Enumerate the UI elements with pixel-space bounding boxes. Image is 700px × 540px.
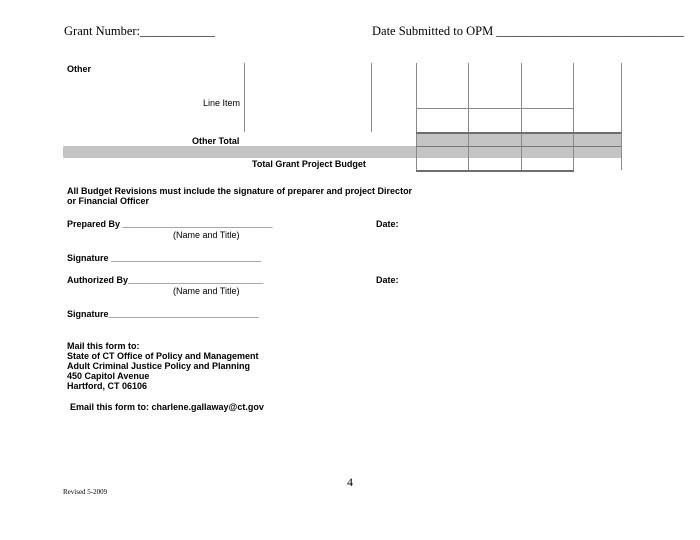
authorized-by-field[interactable]: Authorized By___________________________	[67, 275, 264, 285]
page-number: 4	[347, 475, 353, 489]
mail-line: Adult Criminal Justice Policy and Planning	[67, 361, 251, 371]
total-cell-2[interactable]	[469, 158, 521, 170]
signature-field-1[interactable]: Signature ______________________________	[67, 253, 262, 263]
other-total-band	[416, 133, 621, 146]
prepared-by-caption: (Name and Title)	[173, 230, 240, 240]
grid-line	[371, 63, 372, 132]
grid-line	[244, 63, 245, 132]
email-instruction: Email this form to: charlene.gallaway@ct.gov	[70, 402, 264, 412]
grant-number-field[interactable]: Grant Number:____________	[64, 24, 216, 38]
prepared-by-field[interactable]: Prepared By ______________________________	[67, 219, 273, 229]
grid-line	[416, 170, 574, 172]
section-label-other: Other	[67, 64, 92, 74]
total-cell-3[interactable]	[522, 158, 573, 170]
line-item-cell-2[interactable]	[469, 109, 521, 132]
mail-line: Mail this form to:	[67, 341, 140, 351]
total-cell-1[interactable]	[417, 158, 468, 170]
grid-line	[573, 63, 574, 171]
total-grant-label: Total Grant Project Budget	[252, 159, 366, 169]
mail-line: State of CT Office of Policy and Management	[67, 351, 259, 361]
mail-line: Hartford, CT 06106	[67, 381, 148, 391]
date-submitted-field[interactable]: Date Submitted to OPM ______________________________	[372, 24, 684, 38]
other-total-label: Other Total	[192, 136, 240, 146]
notice-line: or Financial Officer	[67, 196, 150, 206]
grid-line	[416, 146, 621, 147]
authorized-by-caption: (Name and Title)	[173, 286, 240, 296]
line-item-cell-3[interactable]	[522, 109, 573, 132]
mail-line: 450 Capitol Avenue	[67, 371, 150, 381]
line-item-cell-1[interactable]	[417, 109, 468, 132]
notice-line: All Budget Revisions must include the signature of preparer and project Director	[67, 186, 413, 196]
authorized-date-field[interactable]: Date:	[376, 275, 399, 285]
mailing-address	[67, 341, 259, 391]
total-band	[63, 146, 621, 158]
grid-line	[416, 132, 621, 134]
signature-field-2[interactable]: Signature______________________________	[67, 309, 259, 319]
revision-notice	[67, 186, 412, 206]
prepared-date-field[interactable]: Date:	[376, 219, 399, 229]
revised-date: Revised 5-2009	[63, 488, 108, 496]
grid-line	[621, 63, 622, 170]
line-item-label: Line Item	[203, 98, 241, 108]
